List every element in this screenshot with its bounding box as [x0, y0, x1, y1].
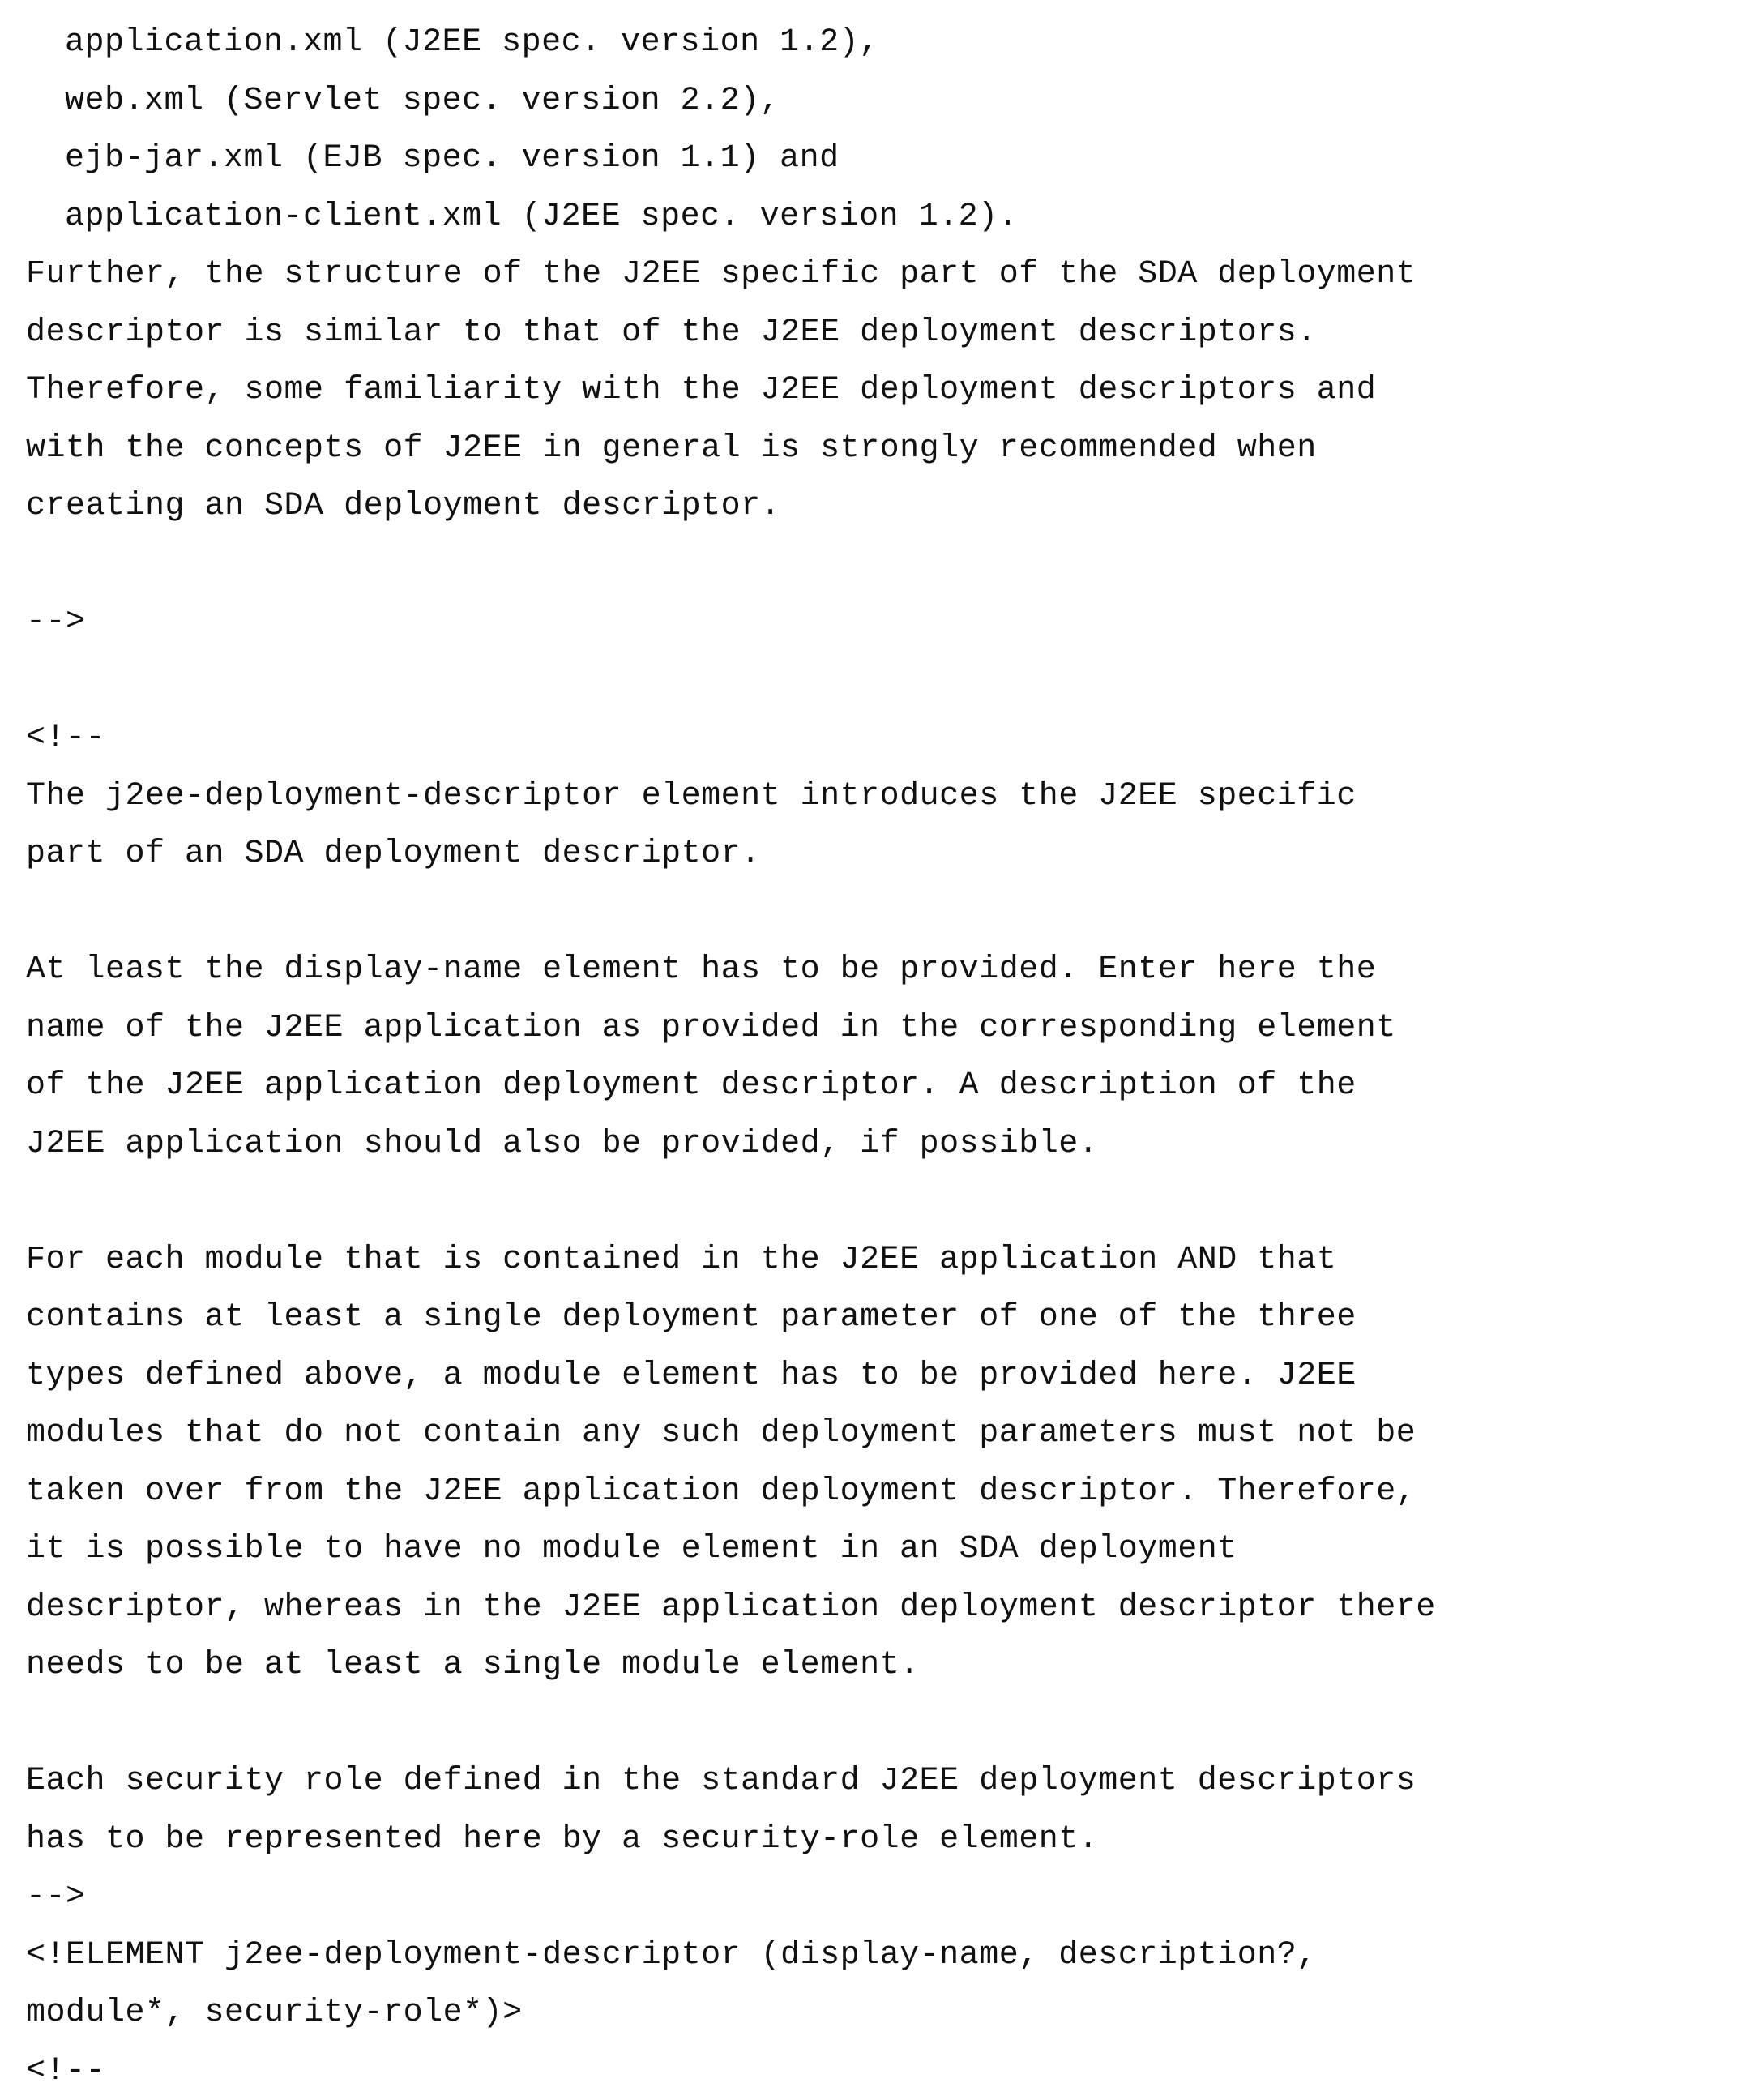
text-line: modules that do not contain any such deployment parameters must not be	[26, 1405, 1436, 1463]
text-line: descriptor, whereas in the J2EE application deployment descriptor there	[26, 1579, 1436, 1637]
text-line: Further, the structure of the J2EE specific part of the SDA deployment	[26, 246, 1436, 304]
text-line: Each security role defined in the standard J2EE deployment descriptors	[26, 1752, 1436, 1811]
blank-line	[26, 652, 1436, 710]
text-line: creating an SDA deployment descriptor.	[26, 477, 1436, 536]
text-line: ejb-jar.xml (EJB spec. version 1.1) and	[26, 130, 1436, 188]
text-line: <!ELEMENT j2ee-deployment-descriptor (display-name, description?,	[26, 1927, 1436, 1985]
text-line: application.xml (J2EE spec. version 1.2),	[26, 14, 1436, 72]
text-line: has to be represented here by a security-role element.	[26, 1811, 1436, 1869]
text-line: For each module that is contained in the J2EE application AND that	[26, 1231, 1436, 1290]
text-line: it is possible to have no module element in an SDA deployment	[26, 1520, 1436, 1579]
text-line: J2EE application should also be provided, if possible.	[26, 1115, 1436, 1174]
text-line: <!--	[26, 2042, 1436, 2100]
text-line: contains at least a single deployment parameter of one of the three	[26, 1289, 1436, 1347]
text-line: with the concepts of J2EE in general is strongly recommended when	[26, 420, 1436, 478]
text-line: types defined above, a module element has to be provided here. J2EE	[26, 1347, 1436, 1405]
blank-line	[26, 1695, 1436, 1753]
text-line: module*, security-role*)>	[26, 1984, 1436, 2042]
text-line: needs to be at least a single module element.	[26, 1636, 1436, 1695]
text-line: descriptor is similar to that of the J2EE deployment descriptors.	[26, 304, 1436, 362]
text-line: name of the J2EE application as provided in the corresponding element	[26, 999, 1436, 1058]
text-line: Therefore, some familiarity with the J2EE deployment descriptors and	[26, 361, 1436, 420]
document-text	[26, 14, 1436, 2100]
text-line: application-client.xml (J2EE spec. version 1.2).	[26, 188, 1436, 246]
blank-line	[26, 1173, 1436, 1231]
blank-line	[26, 883, 1436, 942]
text-line: taken over from the J2EE application deployment descriptor. Therefore,	[26, 1463, 1436, 1521]
text-line: The j2ee-deployment-descriptor element introduces the J2EE specific	[26, 768, 1436, 826]
text-line: -->	[26, 1868, 1436, 1927]
text-line: part of an SDA deployment descriptor.	[26, 825, 1436, 883]
text-line: web.xml (Servlet spec. version 2.2),	[26, 72, 1436, 130]
text-line: <!--	[26, 709, 1436, 768]
blank-line	[26, 536, 1436, 594]
text-line: At least the display-name element has to be provided. Enter here the	[26, 941, 1436, 999]
text-line: -->	[26, 593, 1436, 652]
text-line: of the J2EE application deployment descriptor. A description of the	[26, 1057, 1436, 1115]
